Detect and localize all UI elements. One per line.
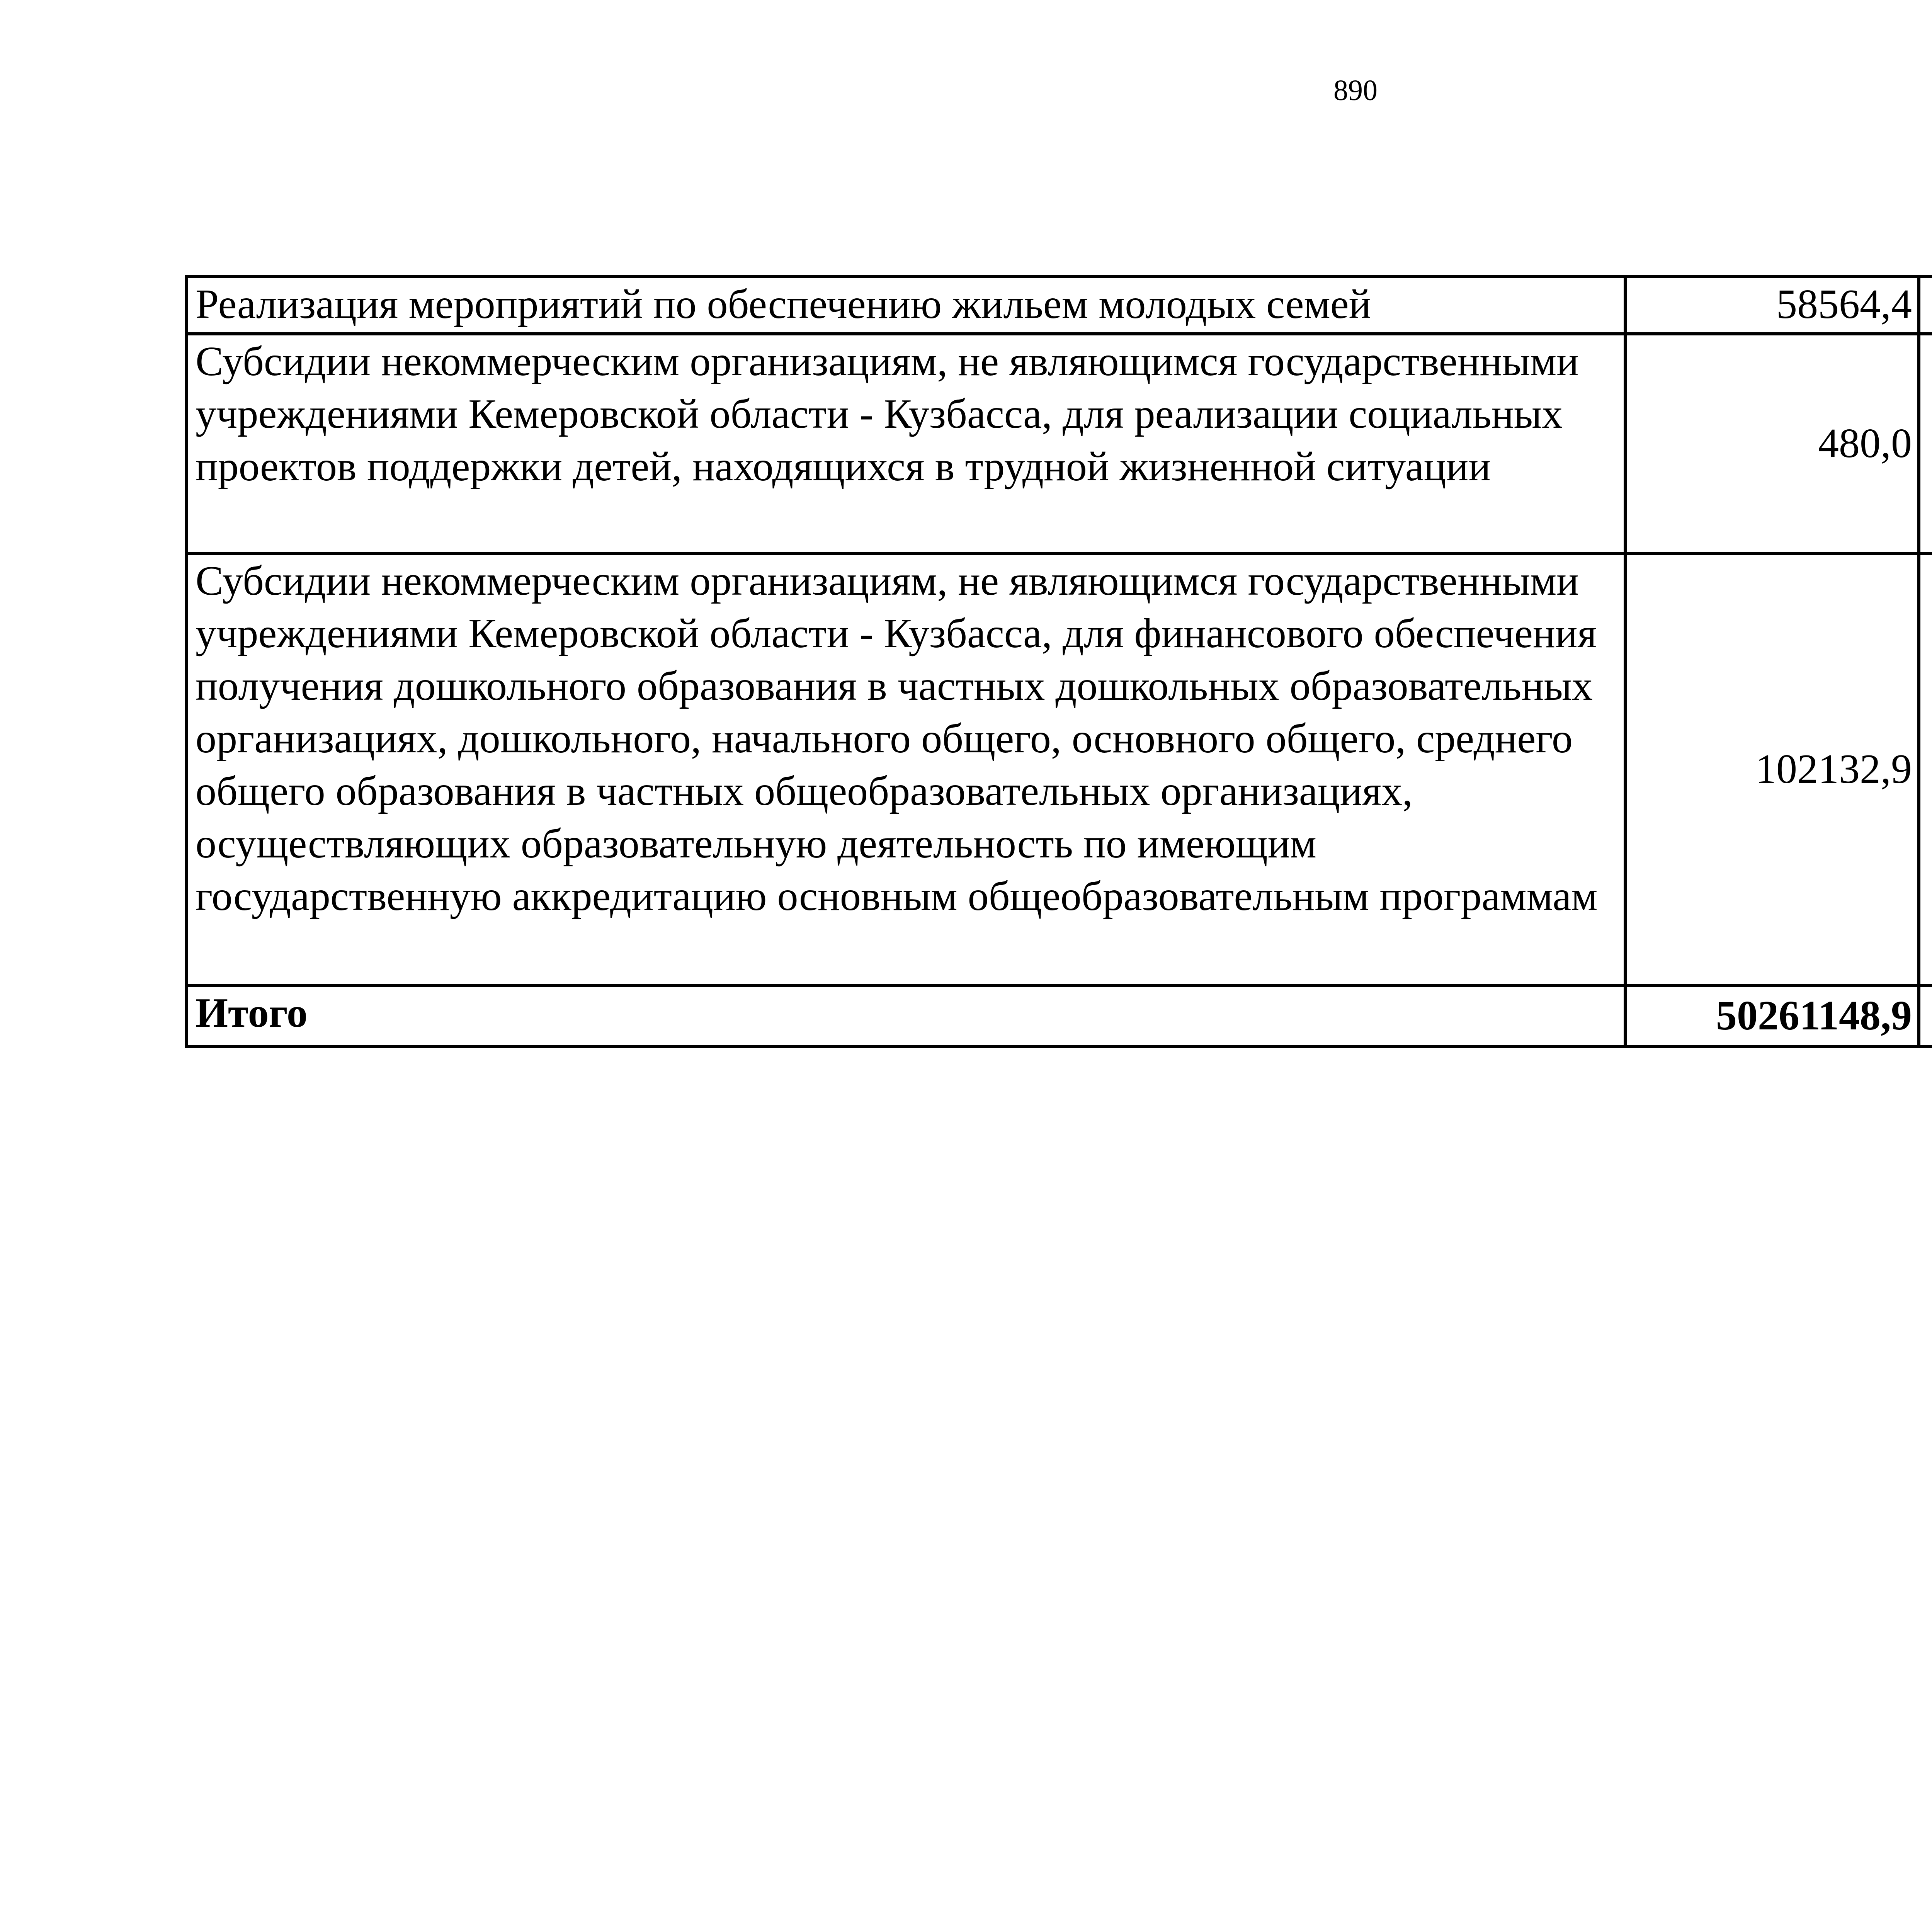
- table-row: [186, 334, 1932, 553]
- row-value-cell: [1919, 334, 1932, 553]
- row-value-cell: 102132,9: [1625, 553, 1919, 985]
- total-label: Итого: [186, 985, 1625, 1046]
- total-value: [1919, 985, 1932, 1046]
- row-name-cell: Субсидии некоммерческим организациям, не являющимся государственными учреждениями Кемеровской области - Кузбасса, для реализации социальных проектов поддержки детей, находящихся в трудной жизненной ситуации: [186, 334, 1625, 553]
- row-name-cell: Реализация мероприятий по обеспечению жильем молодых семей: [186, 277, 1625, 334]
- row-value-cell: [1919, 277, 1932, 334]
- row-value-cell: 480,0: [1625, 334, 1919, 553]
- total-row: [186, 985, 1932, 1046]
- row-value-cell: [1919, 553, 1932, 985]
- total-value: 50261148,9: [1625, 985, 1919, 1046]
- page-number: 890: [1333, 74, 1378, 107]
- row-value-cell: 58564,4: [1625, 277, 1919, 334]
- table-row: [186, 277, 1932, 334]
- row-name-cell: Субсидии некоммерческим организациям, не являющимся государственными учреждениями Кемеровской области - Кузбасса, для финансового обеспечения получения дошкольного образования в частных дошкольных образовательных организациях, дошкольного, начального общего, основного общего, среднего общего образования в частных общеобразовательных организациях, осуществляющих образовательную деятельность по имеющим государственную аккредитацию основным общеобразовательным программам: [186, 553, 1625, 985]
- budget-table: [185, 275, 1932, 1048]
- table-row: [186, 553, 1932, 985]
